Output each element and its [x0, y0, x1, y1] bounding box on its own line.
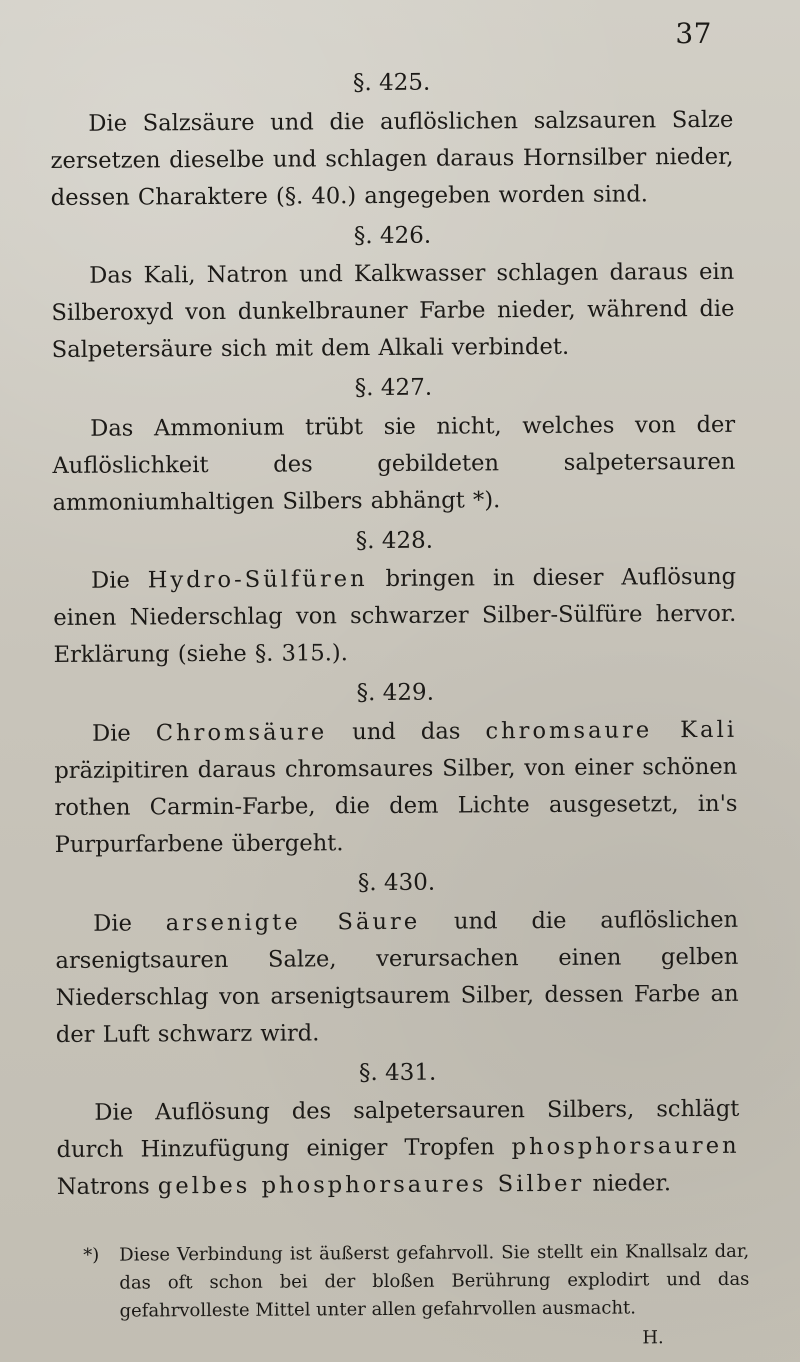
section-text — [53, 559, 737, 674]
section-mark: §. 427. — [354, 374, 433, 402]
section-text — [56, 1091, 740, 1206]
spaced-term: arsenigte Säure — [165, 908, 421, 936]
section-text — [51, 254, 735, 369]
text-run: Das Kali, Natron und Kalkwasser schlagen daraus ein Silberoxyd von dunkelbrauner Farbe nieder, während die Salpetersäure sich mit dem Alkali verbindet. — [51, 259, 735, 364]
footnote-body — [83, 1238, 750, 1326]
page-number: 37 — [675, 17, 712, 50]
footnote-signature: H. — [642, 1327, 664, 1349]
spaced-term: Hydro-Sülfüren — [147, 566, 368, 594]
text-run: Die Salzsäure und die auflöslichen salzsauren Salze zersetzen dieselbe und schlagen daraus Hornsilber nieder, dessen Charaktere (§. 40.) angegeben worden sind. — [50, 106, 734, 211]
section-mark: §. 431. — [358, 1059, 437, 1086]
spaced-term: chromsaure Kali — [485, 716, 738, 745]
footnote-mark: *) — [83, 1244, 100, 1266]
section-mark: §. 425. — [352, 69, 431, 97]
text-run: Die — [91, 567, 148, 595]
section-mark: §. 430. — [357, 869, 436, 897]
section-text — [50, 101, 734, 216]
text-run: Natrons — [56, 1173, 158, 1201]
spaced-term: gelbes phosphorsaures Silber — [157, 1170, 585, 1200]
text-run: und die auflöslichen arsenigtsauren Salze, verursachen einen gelben Niederschlag von arsenigtsaurem Silber, dessen Farbe an der Luft schwarz wird. — [55, 906, 739, 1048]
text-run: Die Auflösung des salpetersauren Silbers, schlägt durch Hinzufügung einiger Tropfen — [56, 1095, 740, 1164]
text-run: Die — [91, 720, 156, 747]
footnote — [83, 1238, 750, 1358]
section-text — [55, 901, 739, 1053]
text-run: präzipitiren daraus chromsaures Silber, von einer schönen rothen Carmin-Farbe, die dem Lichte ausgesetzt, in's Purpurfarbene übergeht. — [54, 753, 738, 858]
sections-container — [50, 68, 740, 1206]
spaced-term: Chromsäure — [155, 719, 328, 747]
footnote-text: Diese Verbindung ist äußerst gefahrvoll. Sie stellt ein Knallsalz dar, das oft schon bei der bloßen Berührung explodirt und das gefahrvolleste Mittel unter allen gefahrvollen ausmacht. — [119, 1240, 750, 1322]
text-run: und das — [327, 718, 486, 746]
section-block — [53, 526, 737, 675]
page-content — [50, 68, 750, 1358]
section-mark: §. 429. — [356, 680, 435, 707]
section-block — [52, 373, 736, 522]
text-run: nieder. — [584, 1170, 672, 1197]
section-text — [54, 712, 738, 864]
section-block — [50, 68, 734, 217]
text-run: Das Ammonium trübt sie nicht, welches von der Auflöslichkeit des gebildeten salpetersauren ammoniumhaltigen Silbers abhängt *). — [52, 411, 736, 516]
section-block — [51, 220, 735, 369]
section-block — [55, 868, 739, 1054]
section-block — [54, 678, 738, 864]
section-text — [52, 407, 736, 522]
section-block — [56, 1057, 740, 1206]
section-mark: §. 426. — [353, 222, 432, 249]
section-mark: §. 428. — [355, 527, 434, 554]
text-run: bringen in dieser Auflösung einen Niederschlag von schwarzer Silber-Sülfüre hervor. Erklärung (siehe §. 315.). — [53, 564, 737, 669]
spaced-term: phosphorsauren — [511, 1132, 740, 1161]
text-run: Die — [93, 909, 166, 937]
